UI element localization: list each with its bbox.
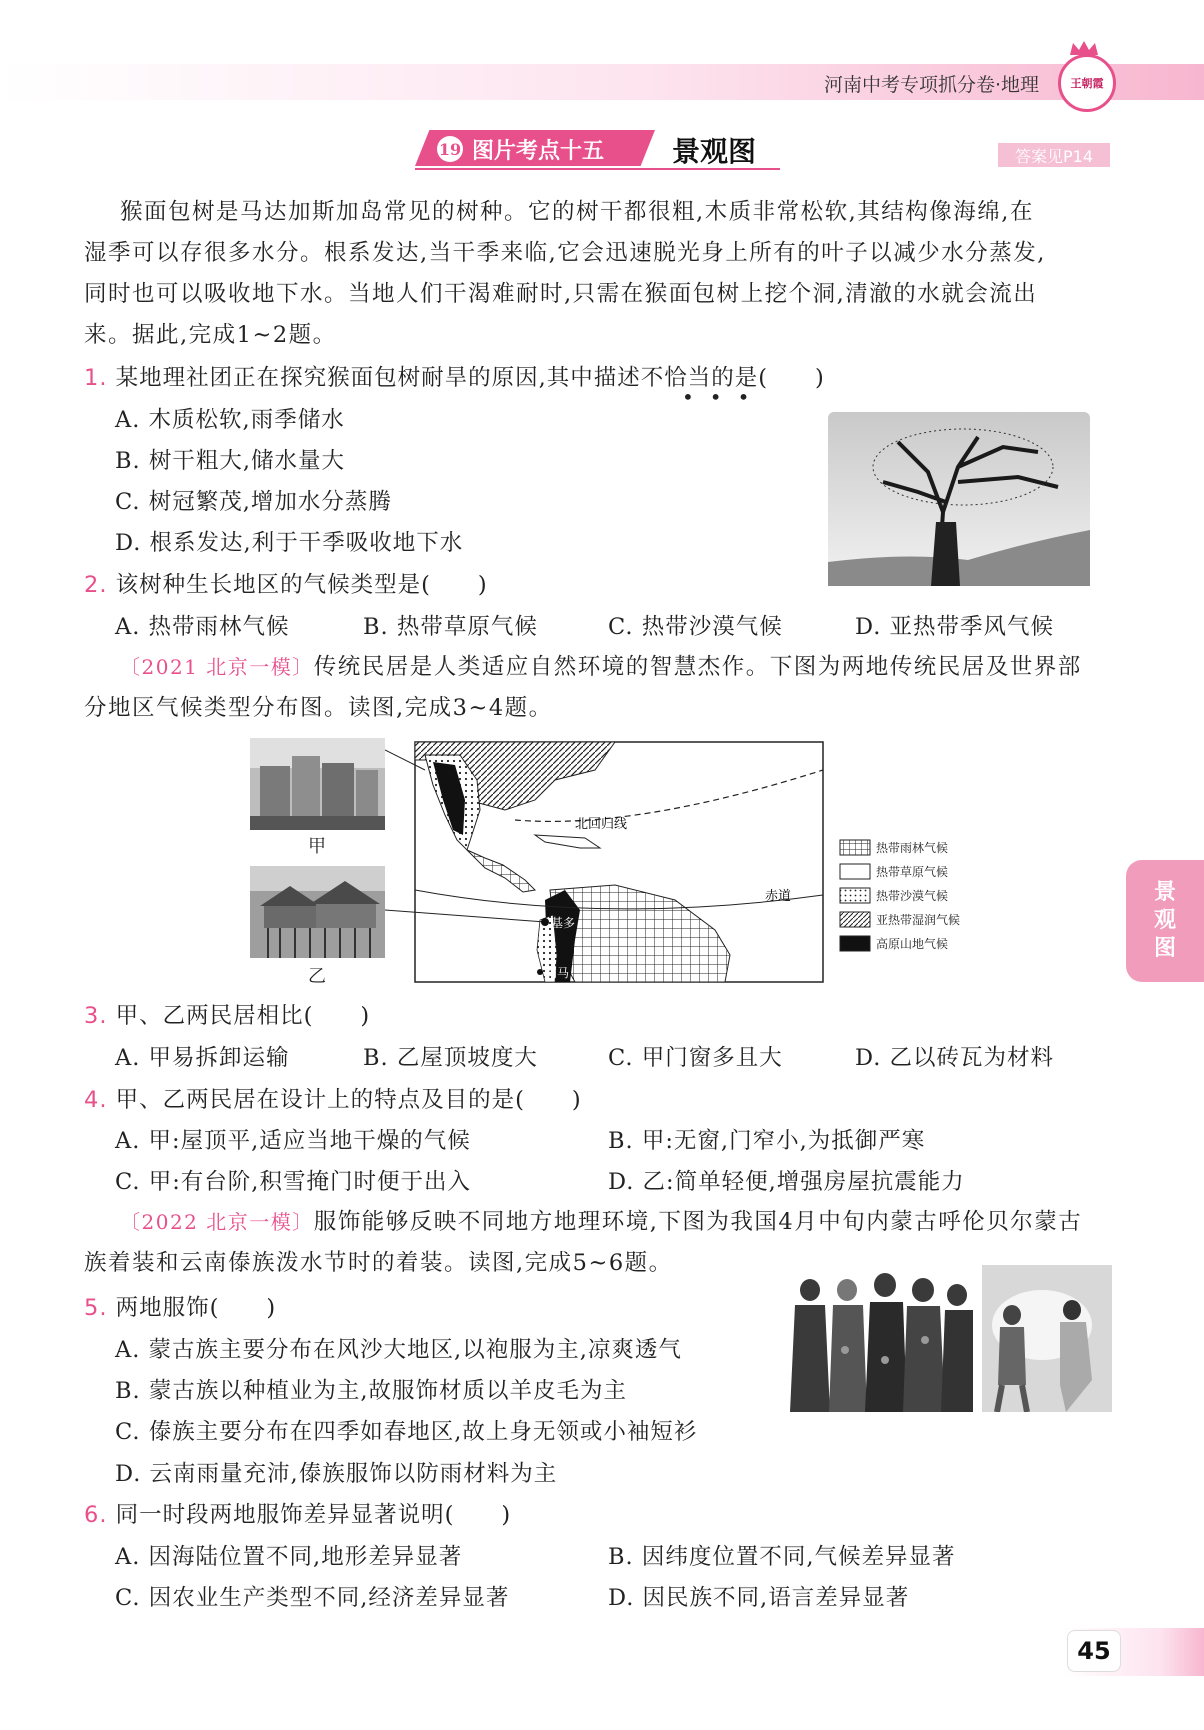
question-5 — [84, 1290, 276, 1322]
source-tag: 〔2022 北京一模〕 — [120, 1210, 314, 1234]
q2-option-a[interactable]: A. 热带雨林气候 — [115, 614, 290, 640]
q6-option-c[interactable]: C. 因农业生产类型不同,经济差异显著 — [115, 1585, 510, 1611]
intro-3-line-2: 族着装和云南傣族泼水节时的着装。读图,完成5~6题。 — [84, 1250, 673, 1276]
question-text: 甲、乙两民居相比( ) — [115, 1003, 371, 1029]
question-text: 甲、乙两民居在设计上的特点及目的是( ) — [115, 1087, 582, 1113]
equator-label: 赤道 — [765, 889, 792, 904]
legend-desert: 热带沙漠气候 — [876, 889, 949, 903]
question-2 — [84, 567, 488, 599]
intro-line-2: 湿季可以存很多水分。根系发达,当干季来临,它会迅速脱光身上所有的叶子以减少水分蒸发, — [84, 240, 1046, 266]
q2-option-c[interactable]: C. 热带沙漠气候 — [608, 614, 783, 640]
mongolian-costume-photo — [785, 1270, 973, 1412]
q5-option-c[interactable]: C. 傣族主要分布在四季如春地区,故上身无领或小袖短衫 — [115, 1419, 698, 1445]
dwelling-yi-photo — [250, 866, 385, 958]
page-number: 45 — [1067, 1630, 1121, 1672]
intro-line-1: 猴面包树是马达加斯加岛常见的树种。它的树干都很粗,木质非常松软,其结构像海绵,在 — [120, 199, 1034, 225]
question-number: 2. — [84, 572, 108, 598]
question-number: 3. — [84, 1003, 108, 1029]
answer-reference: 答案见P14 — [998, 143, 1110, 167]
dwelling-jia-photo — [250, 738, 385, 830]
q4-option-a[interactable]: A. 甲:屋顶平,适应当地干燥的气候 — [115, 1128, 471, 1154]
photo-label-jia: 甲 — [308, 836, 326, 857]
question-text: 两地服饰( ) — [115, 1295, 277, 1321]
q5-option-b[interactable]: B. 蒙古族以种植业为主,故服饰材质以羊皮毛为主 — [115, 1378, 627, 1404]
climate-legend — [838, 838, 998, 958]
legend-rainforest: 热带雨林气候 — [876, 841, 949, 855]
section-underline — [415, 168, 780, 170]
question-3 — [84, 998, 370, 1030]
q1-option-c[interactable]: C. 树冠繁茂,增加水分蒸腾 — [115, 489, 392, 515]
question-text: 该树种生长地区的气候类型是( ) — [115, 572, 488, 598]
q1-option-b[interactable]: B. 树干粗大,储水量大 — [115, 448, 345, 474]
section-number: 19 — [437, 136, 463, 162]
baobab-tree-photo — [828, 412, 1090, 586]
q6-option-a[interactable]: A. 因海陆位置不同,地形差异显著 — [115, 1544, 463, 1570]
city-lima-label: 利马 — [545, 966, 570, 980]
section-label: 图片考点十五 — [472, 139, 605, 164]
question-number: 4. — [84, 1087, 108, 1113]
question-4 — [84, 1082, 582, 1114]
side-tab-char: 景 — [1153, 880, 1176, 905]
question-text: 同一时段两地服饰差异显著说明( ) — [115, 1502, 512, 1528]
q3-option-a[interactable]: A. 甲易拆卸运输 — [115, 1045, 290, 1071]
question-6 — [84, 1497, 511, 1529]
q5-option-d[interactable]: D. 云南雨量充沛,傣族服饰以防雨材料为主 — [115, 1461, 558, 1487]
source-tag: 〔2021 北京一模〕 — [120, 655, 314, 679]
q4-option-d[interactable]: D. 乙:简单轻便,增强房屋抗震能力 — [608, 1169, 965, 1195]
question-text: 某地理社团正在探究猴面包树耐旱的原因,其中描述不恰当的是( ) — [115, 365, 825, 391]
intro-line-4: 来。据此,完成1~2题。 — [84, 322, 337, 348]
q3-option-b[interactable]: B. 乙屋顶坡度大 — [363, 1045, 538, 1071]
emphasis-dots: ••• — [682, 385, 766, 409]
q3-option-d[interactable]: D. 乙以砖瓦为材料 — [855, 1045, 1055, 1071]
q6-option-b[interactable]: B. 因纬度位置不同,气候差异显著 — [608, 1544, 956, 1570]
legend-subtropical-humid: 亚热带湿润气候 — [876, 913, 961, 927]
tropic-label: 北回归线 — [575, 817, 628, 832]
legend-highland: 高原山地气候 — [876, 937, 949, 951]
question-number: 5. — [84, 1295, 108, 1321]
side-tab-char: 观 — [1153, 908, 1176, 933]
climate-map — [385, 740, 825, 985]
q1-option-a[interactable]: A. 木质松软,雨季储水 — [115, 407, 345, 433]
q6-option-d[interactable]: D. 因民族不同,语言差异显著 — [608, 1585, 910, 1611]
header-title: 河南中考专项抓分卷·地理 — [823, 74, 1039, 96]
q2-option-d[interactable]: D. 亚热带季风气候 — [855, 614, 1055, 640]
chapter-side-tab[interactable] — [1126, 860, 1204, 982]
dai-water-festival-photo — [982, 1265, 1112, 1412]
legend-savanna: 热带草原气候 — [876, 865, 949, 879]
side-tab-char: 图 — [1153, 936, 1176, 961]
q1-option-d[interactable]: D. 根系发达,利于干季吸收地下水 — [115, 530, 464, 556]
intro-2-line-2: 分地区气候类型分布图。读图,完成3~4题。 — [84, 695, 553, 721]
publisher-logo: 王朝霞 — [1058, 54, 1116, 112]
intro-3-line-1: 〔2022 北京一模〕服饰能够反映不同地方地理环境,下图为我国4月中旬内蒙古呼伦贝尔蒙古 — [120, 1209, 1083, 1235]
question-number: 1. — [84, 365, 108, 391]
photo-label-yi: 乙 — [308, 966, 326, 987]
city-quito-label: 基多 — [551, 916, 576, 930]
q2-option-b[interactable]: B. 热带草原气候 — [363, 614, 538, 640]
intro-2-line-1: 〔2021 北京一模〕传统民居是人类适应自然环境的智慧杰作。下图为两地传统民居及世界部 — [120, 654, 1082, 680]
q3-option-c[interactable]: C. 甲门窗多且大 — [608, 1045, 783, 1071]
section-title: 景观图 — [672, 135, 757, 168]
q4-option-c[interactable]: C. 甲:有台阶,积雪掩门时便于出入 — [115, 1169, 471, 1195]
intro-line-3: 同时也可以吸收地下水。当地人们干渴难耐时,只需在猴面包树上挖个洞,清澈的水就会流出 — [84, 281, 1038, 307]
q5-option-a[interactable]: A. 蒙古族主要分布在风沙大地区,以袍服为主,凉爽透气 — [115, 1337, 682, 1363]
question-number: 6. — [84, 1502, 108, 1528]
q4-option-b[interactable]: B. 甲:无窗,门窄小,为抵御严寒 — [608, 1128, 926, 1154]
